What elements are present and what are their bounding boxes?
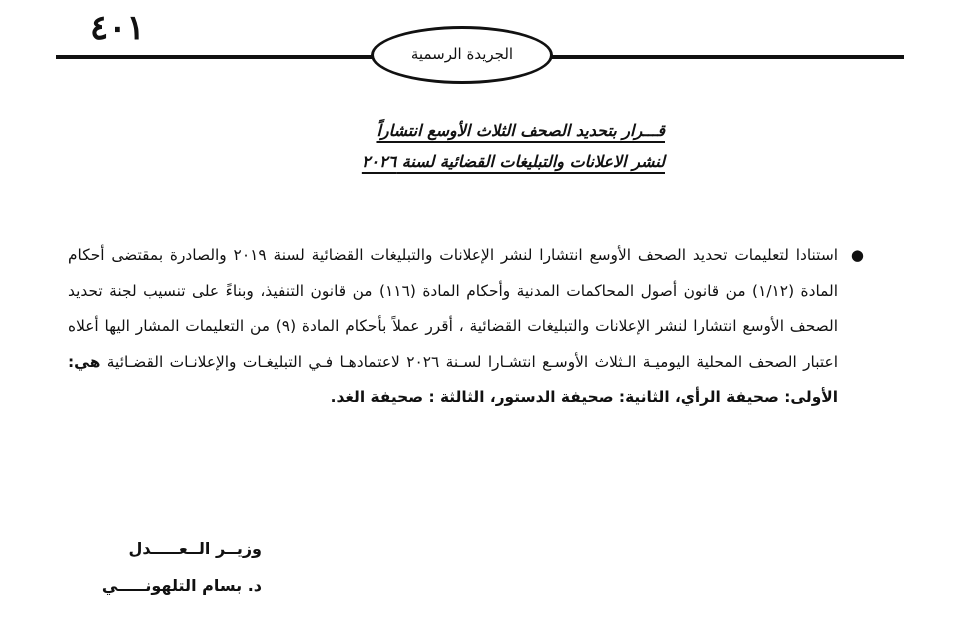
decision-newspapers-line: هي: الأولى: صحيفة الرأي، الثانية: صحيفة الدستور، الثالثة : صحيفة الغد. (68, 352, 838, 406)
decision-title-line-2: لنشر الاعلانات والتبليغات القضائية لسنة ٢٠٢٦ (361, 152, 665, 171)
journal-name-oval (371, 26, 553, 84)
signatory-name: د. بسام التلهونـــــي (101, 576, 262, 595)
decision-paragraph: استنادا لتعليمات تحديد الصحف الأوسع انتشارا لنشر الإعلانات والتبليغات القضائية لسنة ٢٠١٩ والصادرة بمقتضى أحكام المادة (١/١٢) من قانون أصول المحاكمات المدنية وأحكام المادة (١١٦) من قانون التنفيذ، وبناءً على تنسيب لجنة تحديد الصحف الأوسع انتشارا لنشر الإعلانات والتبليغات القضائية ، أقرر عملاً بأحكام المادة (٩) من التعليمات المشار اليها أعلاه اعتبار الصحف المحلية اليوميـة الـثلاث الأوسـع انتشـارا لسـنة ٢٠٢٦ لاعتمادهـا فـي التبليغـات والإعلانـات القضـائية (68, 246, 839, 371)
journal-name: الجريدة الرسمية (410, 45, 514, 63)
signatory-title: وزيــر الــعـــــدل (128, 539, 262, 558)
page-number: ٤٠١ (90, 8, 145, 48)
decision-title-line-1: قـــرار بتحديد الصحف الثلاث الأوسع انتشاراً (376, 121, 665, 140)
bullet-icon: ● (850, 246, 864, 264)
decision-body (68, 238, 864, 416)
